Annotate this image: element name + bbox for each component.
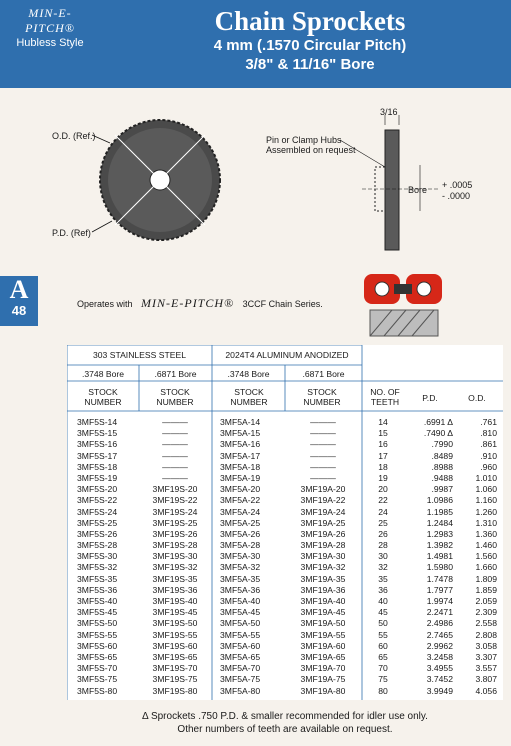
table-cell: 2.309 <box>475 607 497 618</box>
table-cell: 3MF5S-50 <box>77 618 118 629</box>
table-cell: 3MF19S-80 <box>152 685 198 696</box>
col-stainless-687 <box>141 417 209 697</box>
table-cell: ——— <box>310 417 336 427</box>
table-cell: 3MF5S-75 <box>77 674 118 685</box>
table-cell: 3MF5A-25 <box>220 517 261 528</box>
stock-number-header: STOCK NUMBER <box>84 387 122 407</box>
table-cell: 3MF5S-19 <box>77 472 118 483</box>
table-cell: 3MF5A-20 <box>220 484 261 495</box>
table-cell: 3MF19A-26 <box>300 528 346 539</box>
table-cell: 3MF19S-32 <box>152 562 198 573</box>
col-od <box>457 417 497 697</box>
page-number: 48 <box>11 303 27 318</box>
table-cell: 3MF19A-32 <box>300 562 346 573</box>
table-cell: 3MF5A-17 <box>220 450 261 461</box>
table-cell: .9987 <box>431 484 453 495</box>
table-cell: 3MF19A-24 <box>300 506 346 517</box>
table-cell: 2.9962 <box>426 640 453 651</box>
group-steel: 303 STAINLESS STEEL <box>93 350 186 360</box>
table-cell: 3MF19A-55 <box>300 629 346 640</box>
table-cell: 3MF5A-40 <box>220 596 261 606</box>
table-cell: .7990 <box>431 439 453 450</box>
table-cell: 15 <box>378 428 388 439</box>
bore-header: .6871 Bore <box>302 369 345 379</box>
table-cell: 2.558 <box>475 618 497 629</box>
table-cell: 3MF5A-45 <box>220 607 261 618</box>
table-cell: 2.808 <box>475 629 497 640</box>
stock-number-header: STOCK NUMBER <box>303 387 341 407</box>
table-cell: 17 <box>378 450 388 461</box>
table-cell: 26 <box>378 528 388 539</box>
table-cell: 3MF19A-28 <box>300 540 346 551</box>
section-tab <box>0 276 38 326</box>
table-cell: 3.807 <box>475 674 497 685</box>
table-cell: .810 <box>480 428 497 439</box>
table-cell: .910 <box>480 450 497 461</box>
table-cell: 3MF5S-28 <box>77 540 118 551</box>
col-pd <box>403 417 453 697</box>
table-cell: 60 <box>378 640 388 651</box>
table-cell: 3MF5S-16 <box>77 439 118 450</box>
pd-label: P.D. (Ref) <box>52 228 91 238</box>
table-cell: 3MF19S-35 <box>152 573 198 584</box>
table-cell: 3MF19S-25 <box>152 517 198 528</box>
table-cell: 3MF5S-40 <box>77 596 118 606</box>
table-cell: 3MF19A-40 <box>300 596 346 606</box>
table-cell: 3.058 <box>475 640 497 651</box>
table-cell: 3MF5A-14 <box>220 417 261 427</box>
table-cell: 3MF5S-20 <box>77 484 118 495</box>
table-cell: 1.460 <box>475 540 497 551</box>
sprocket-diagram <box>0 95 511 275</box>
table-cell: 3MF5A-16 <box>220 439 261 450</box>
table-cell: 80 <box>378 685 388 696</box>
table-cell: 3MF19A-80 <box>300 685 346 696</box>
table-cell: ——— <box>310 439 336 450</box>
table-cell: 3MF5A-50 <box>220 618 261 629</box>
table-cell: 3MF5S-60 <box>77 640 118 651</box>
table-cell: 3MF5S-15 <box>77 428 118 439</box>
table-cell: 3MF5S-35 <box>77 573 118 584</box>
footnote <box>67 710 503 736</box>
logo-brand: MIN-E-PITCH® <box>25 6 75 35</box>
table-cell: ——— <box>310 461 336 472</box>
table-cell: .761 <box>480 417 497 427</box>
od-header: O.D. <box>468 393 486 403</box>
table-cell: 2.2471 <box>426 607 453 618</box>
table-cell: 1.060 <box>475 484 497 495</box>
table-cell: 1.2484 <box>426 517 453 528</box>
table-cell: 1.560 <box>475 551 497 562</box>
col-aluminum-375 <box>220 417 282 697</box>
table-cell: 1.859 <box>475 584 497 595</box>
table-cell: 3MF5S-25 <box>77 517 118 528</box>
stock-number-header: STOCK NUMBER <box>156 387 194 407</box>
table-cell: 32 <box>378 562 388 573</box>
table-cell: 1.4981 <box>426 551 453 562</box>
table-cell: 20 <box>378 484 388 495</box>
table-cell: 3MF19A-60 <box>300 640 346 651</box>
table-cell: 3MF19S-70 <box>152 663 198 674</box>
table-cell: ——— <box>162 461 188 472</box>
table-cell: 55 <box>378 629 388 640</box>
table-cell: ——— <box>310 450 336 461</box>
table-cell: 1.809 <box>475 573 497 584</box>
table-cell: 3MF5S-22 <box>77 495 118 506</box>
table-cell: 3MF19A-35 <box>300 573 346 584</box>
table-cell: 16 <box>378 439 388 450</box>
bore-label: Bore <box>408 185 428 195</box>
section-letter: A <box>9 275 29 304</box>
table-cell: 3MF5S-26 <box>77 528 118 539</box>
chain-illustration <box>362 270 446 340</box>
table-cell: 45 <box>378 607 388 618</box>
table-cell: 3MF19A-30 <box>300 551 346 562</box>
table-cell: ——— <box>162 450 188 461</box>
table-cell: 22 <box>378 495 388 506</box>
table-cell: 3MF19A-36 <box>300 584 346 595</box>
table-cell: 3MF19S-24 <box>152 506 198 517</box>
table-cell: 3MF5S-32 <box>77 562 118 573</box>
table-cell: 3MF19S-40 <box>152 596 198 606</box>
table-cell: 3.7452 <box>426 674 453 685</box>
table-cell: 1.1985 <box>426 506 453 517</box>
table-cell: 3.2458 <box>426 651 453 662</box>
table-cell: 1.5980 <box>426 562 453 573</box>
title-block <box>120 6 500 74</box>
table-cell: 3MF5S-80 <box>77 685 118 696</box>
table-cell: 3MF19S-30 <box>152 551 198 562</box>
table-cell: 3MF19A-22 <box>300 495 346 506</box>
width-label: 3/16 <box>380 107 398 117</box>
bore-header: .3748 Bore <box>227 369 270 379</box>
table-cell: ——— <box>162 417 188 427</box>
table-cell: 3MF5A-28 <box>220 540 261 551</box>
table-cell: 14 <box>378 417 388 427</box>
table-cell: 35 <box>378 573 388 584</box>
sprocket-drawing <box>0 95 511 275</box>
table-cell: .6991 Δ <box>423 417 453 427</box>
table-cell: ——— <box>310 428 336 439</box>
table-cell: 1.0986 <box>426 495 453 506</box>
tolerance-plus: + .0005 <box>442 180 473 190</box>
table-cell: ——— <box>310 472 336 483</box>
table-cell: 3MF19A-20 <box>300 484 346 495</box>
table-cell: ——— <box>162 472 188 483</box>
table-cell: 4.056 <box>475 685 497 696</box>
bore-header: .3748 Bore <box>81 369 125 379</box>
table-cell: 2.7465 <box>426 629 453 640</box>
page-title: Chain Sprockets <box>214 6 406 36</box>
table-cell: 3MF5A-18 <box>220 461 261 472</box>
table-cell: 65 <box>378 651 388 662</box>
table-cell: 40 <box>378 596 388 606</box>
table-cell: 3MF5S-14 <box>77 417 118 427</box>
table-cell: .9488 <box>431 472 453 483</box>
table-cell: 3MF5S-30 <box>77 551 118 562</box>
od-label: O.D. (Ref.) <box>52 131 96 141</box>
table-cell: 3MF19A-75 <box>300 674 346 685</box>
table-cell: .8489 <box>431 450 453 461</box>
table-cell: 3MF19S-22 <box>152 495 198 506</box>
table-cell: 3MF19S-45 <box>152 607 198 618</box>
table-cell: 3MF19A-65 <box>300 651 346 662</box>
table-cell: 3MF5S-24 <box>77 506 118 517</box>
table-cell: 3MF19A-45 <box>300 607 346 618</box>
col-teeth <box>365 417 401 697</box>
table-cell: 3MF5A-24 <box>220 506 261 517</box>
table-cell: 3MF5A-70 <box>220 663 261 674</box>
bore-subtitle: 3/8" & 11/16" Bore <box>245 56 375 73</box>
table-cell: 3MF5S-70 <box>77 663 118 674</box>
table-cell: 3MF5A-22 <box>220 495 261 506</box>
table-cell: 3MF5A-65 <box>220 651 261 662</box>
table-cell: 3.307 <box>475 651 497 662</box>
table-cell: 75 <box>378 674 388 685</box>
table-cell: 3MF5A-80 <box>220 685 261 696</box>
table-cell: ——— <box>162 428 188 439</box>
table-cell: ——— <box>162 439 188 450</box>
col-stainless-375 <box>77 417 137 697</box>
table-cell: 28 <box>378 540 388 551</box>
table-cell: 3MF19S-60 <box>152 640 198 651</box>
table-cell: 3MF19S-75 <box>152 674 198 685</box>
table-cell: 70 <box>378 663 388 674</box>
table-cell: 1.160 <box>475 495 497 506</box>
col-aluminum-687 <box>287 417 359 697</box>
table-cell: 3MF5A-75 <box>220 674 261 685</box>
table-cell: 1.2983 <box>426 528 453 539</box>
logo-subtitle: Hubless Style <box>16 37 84 49</box>
operates-with-line <box>77 296 323 311</box>
table-cell: 2.4986 <box>426 618 453 629</box>
table-cell: .8988 <box>431 461 453 472</box>
table-cell: .7490 Δ <box>423 428 453 439</box>
table-cell: 1.7977 <box>426 584 453 595</box>
operates-brand: MIN-E-PITCH® <box>141 296 235 310</box>
table-cell: 3MF5A-35 <box>220 573 261 584</box>
brand-logo <box>6 6 94 49</box>
table-cell: 3MF5A-15 <box>220 428 261 439</box>
table-cell: 3MF5S-18 <box>77 461 118 472</box>
table-cell: 36 <box>378 584 388 595</box>
teeth-header: NO. OF TEETH <box>370 387 400 407</box>
table-cell: 19 <box>378 472 388 483</box>
operates-suffix: 3CCF Chain Series. <box>242 299 323 309</box>
stock-number-header: STOCK NUMBER <box>230 387 268 407</box>
table-cell: 1.9974 <box>426 596 453 606</box>
table-cell: 1.3982 <box>426 540 453 551</box>
table-cell: 3MF19A-50 <box>300 618 346 629</box>
table-cell: 2.059 <box>475 596 497 606</box>
table-cell: 1.360 <box>475 528 497 539</box>
table-cell: 3MF19S-36 <box>152 584 198 595</box>
table-cell: 1.7478 <box>426 573 453 584</box>
table-cell: 3.557 <box>475 663 497 674</box>
table-cell: 3MF19S-26 <box>152 528 198 539</box>
table-cell: 50 <box>378 618 388 629</box>
table-cell: 3MF19A-25 <box>300 517 346 528</box>
table-cell: 3MF5A-36 <box>220 584 261 595</box>
sprocket-table <box>67 345 503 700</box>
table-cell: 3MF19S-55 <box>152 629 198 640</box>
table-cell: 3MF5S-55 <box>77 629 118 640</box>
footnote-line2: Other numbers of teeth are available on request. <box>177 724 393 735</box>
table-cell: 3MF5A-26 <box>220 528 261 539</box>
header-banner <box>0 0 511 88</box>
table-cell: 24 <box>378 506 388 517</box>
operates-prefix: Operates with <box>77 299 133 309</box>
table-cell: 3MF19S-20 <box>152 484 198 495</box>
table-cell: 3MF5A-55 <box>220 629 261 640</box>
pitch-subtitle: 4 mm (.1570 Circular Pitch) <box>213 37 407 54</box>
table-cell: 30 <box>378 551 388 562</box>
table-cell: 3MF5S-45 <box>77 607 118 618</box>
tolerance-minus: - .0000 <box>442 191 471 201</box>
table-cell: 3MF19S-65 <box>152 651 198 662</box>
table-cell: 3MF5A-19 <box>220 472 261 483</box>
table-cell: 3.4955 <box>426 663 453 674</box>
table-cell: 3MF19S-28 <box>152 540 198 551</box>
table-cell: .960 <box>480 461 497 472</box>
table-cell: 3MF5A-30 <box>220 551 261 562</box>
table-cell: 3MF19S-50 <box>152 618 198 629</box>
table-cell: 18 <box>378 461 388 472</box>
table-cell: 1.660 <box>475 562 497 573</box>
footnote-line1: Δ Sprockets .750 P.D. & smaller recommended for idler use only. <box>142 711 428 722</box>
table-cell: 3MF5A-32 <box>220 562 261 573</box>
bore-header: .6871 Bore <box>154 369 197 379</box>
hub-note: Pin or Clamp Hubs Assembled on request <box>266 135 356 155</box>
table-cell: 3.9949 <box>426 685 453 696</box>
table-cell: 3MF5S-36 <box>77 584 118 595</box>
table-cell: 3MF5A-60 <box>220 640 261 651</box>
table-cell: 3MF19A-70 <box>300 663 346 674</box>
table-cell: 3MF5S-65 <box>77 651 118 662</box>
group-aluminum: 2024T4 ALUMINUM ANODIZED <box>225 350 349 360</box>
table-cell: 1.310 <box>475 517 497 528</box>
pd-header: P.D. <box>422 393 438 403</box>
table-cell: 1.010 <box>475 472 497 483</box>
table-cell: 1.260 <box>475 506 497 517</box>
table-cell: 25 <box>378 517 388 528</box>
table-cell: .861 <box>480 439 497 450</box>
table-cell: 3MF5S-17 <box>77 450 118 461</box>
